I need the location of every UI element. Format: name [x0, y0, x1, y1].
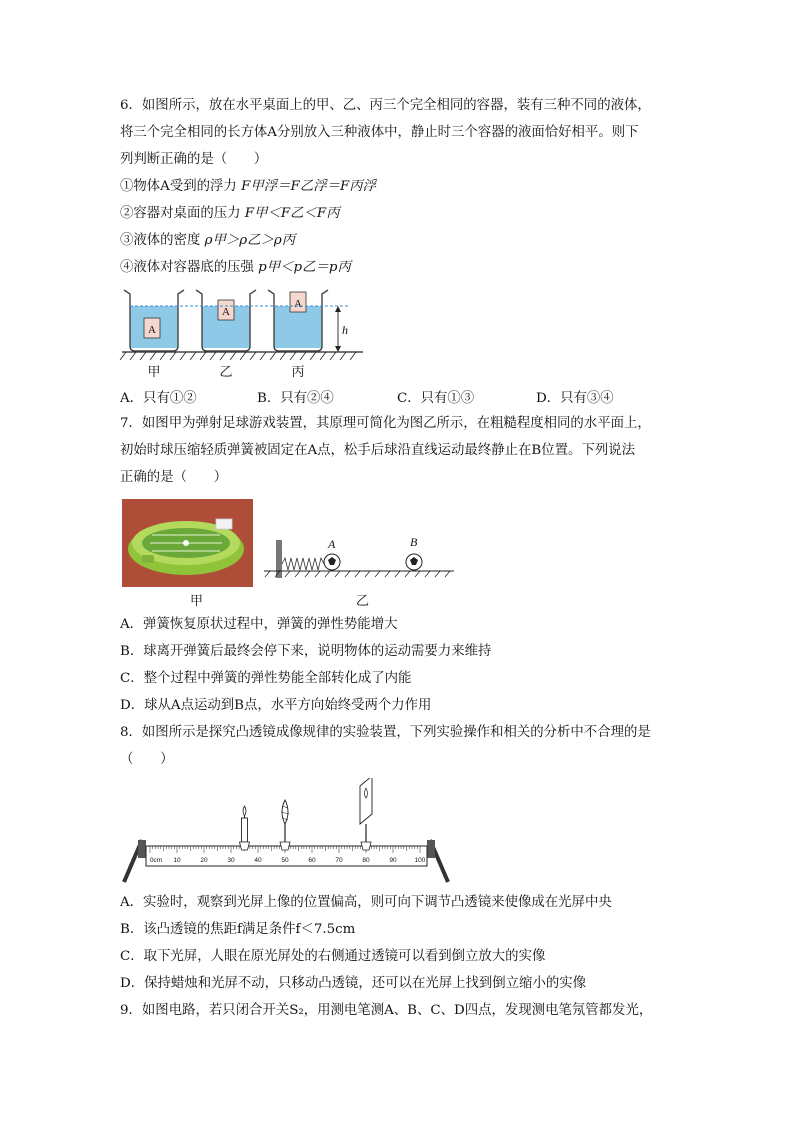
ruler-tick-label: 90 [389, 857, 397, 864]
q6-statement-4 [120, 258, 351, 278]
q6-caption-yi: 乙 [219, 365, 233, 380]
q7-point-a: A [328, 537, 336, 551]
q6-statement-3 [120, 231, 295, 251]
q8-optical-bench [120, 778, 450, 890]
statement-expr: F甲＜F乙＜F丙 [244, 206, 340, 221]
q6-block-label-1: A [148, 324, 156, 336]
q6-height-label: h [342, 323, 348, 337]
ruler-tick-label: 50 [281, 857, 289, 864]
q6-option-d: D．只有③④ [536, 391, 614, 406]
q7-caption-jia: 甲 [190, 594, 204, 609]
q6-option-c: C．只有①③ [397, 391, 475, 406]
statement-expr: p甲＜p乙＝p丙 [258, 260, 351, 275]
q6-block-label-3: A [294, 298, 302, 310]
ruler-tick-label: 80 [362, 857, 370, 864]
q9-line-1: 9．如图电路，若只闭合开关S₂，用测电笔测A、B、C、D四点，发现测电笔氖管都发光， [120, 1003, 653, 1018]
q8-line-2: （ ） [120, 752, 174, 767]
ruler-tick-label: 40 [254, 857, 262, 864]
ruler-tick-label: 60 [308, 857, 316, 864]
q7-caption-yi: 乙 [356, 594, 370, 609]
q6-statement-2 [120, 204, 340, 224]
q8-option-d: D．保持蜡烛和光屏不动，只移动凸透镜，还可以在光屏上找到倒立缩小的实像 [120, 976, 587, 991]
q7-point-b: B [410, 535, 418, 549]
q8-line-1: 8．如图所示是探究凸透镜成像规律的实验装置，下列实验操作和相关的分析中不合理的是 [120, 725, 651, 740]
ruler-tick-label: 0cm [149, 857, 163, 864]
q6-statement-1 [120, 177, 376, 197]
light-screen-icon [360, 778, 372, 850]
q7-line-3: 正确的是（ ） [120, 470, 228, 485]
q7-spring-diagram [262, 532, 458, 592]
q6-line-3: 列判断正确的是（ ） [120, 152, 268, 167]
ruler-tick-label: 100 [414, 857, 426, 864]
q8-option-b: B．该凸透镜的焦距f满足条件f＜7.5cm [120, 922, 356, 937]
lens-icon [280, 800, 290, 850]
q6-option-b: B．只有②④ [257, 391, 334, 406]
q7-option-c: C．整个过程中弹簧的弹性势能全部转化成了内能 [120, 671, 412, 686]
q7-line-2: 初始时球压缩轻质弹簧被固定在A点，松手后球沿直线运动最终静止在B位置。下列说法 [120, 443, 635, 458]
statement-prefix: ②容器对桌面的压力 [120, 206, 241, 221]
ruler-tick-label: 70 [335, 857, 343, 864]
statement-expr: ρ甲＞ρ乙＞ρ丙 [204, 233, 296, 248]
q8-option-c: C．取下光屏，人眼在原光屏处的右侧通过透镜可以看到倒立放大的实像 [120, 949, 546, 964]
q6-line-2: 将三个完全相同的长方体A分别放入三种液体中，静止时三个容器的液面恰好相平。则下 [120, 125, 639, 140]
statement-prefix: ①物体A受到的浮力 [120, 179, 237, 194]
statement-prefix: ④液体对容器底的压强 [120, 260, 254, 275]
q6-block-label-2: A [222, 306, 230, 318]
q6-option-a: A．只有①② [120, 391, 197, 406]
q6-line-1: 6．如图所示，放在水平桌面上的甲、乙、丙三个完全相同的容器，装有三种不同的液体， [120, 98, 651, 113]
q6-caption-jia: 甲 [147, 365, 161, 380]
statement-expr: F甲浮＝F乙浮＝F丙浮 [241, 179, 377, 194]
candle-icon [240, 806, 250, 850]
q6-caption-bing: 丙 [291, 365, 305, 380]
q7-line-1: 7．如图甲为弹射足球游戏装置，其原理可简化为图乙所示，在粗糙程度相同的水平面上， [120, 416, 651, 431]
q6-container-figure [118, 284, 378, 384]
ruler-tick-label: 20 [200, 857, 208, 864]
q7-option-d: D．球从A点运动到B点，水平方向始终受两个力作用 [120, 698, 432, 713]
q8-option-a: A．实验时，观察到光屏上像的位置偏高，则可向下调节凸透镜来使像成在光屏中央 [120, 895, 612, 910]
q7-option-a: A．弹簧恢复原状过程中，弹簧的弹性势能增大 [120, 617, 398, 632]
q7-option-b: B．球离开弹簧后最终会停下来，说明物体的运动需要力来维持 [120, 644, 492, 659]
q7-game-photo [122, 499, 253, 587]
ruler-tick-label: 10 [173, 857, 181, 864]
statement-prefix: ③液体的密度 [120, 233, 201, 248]
ruler-tick-label: 30 [227, 857, 235, 864]
